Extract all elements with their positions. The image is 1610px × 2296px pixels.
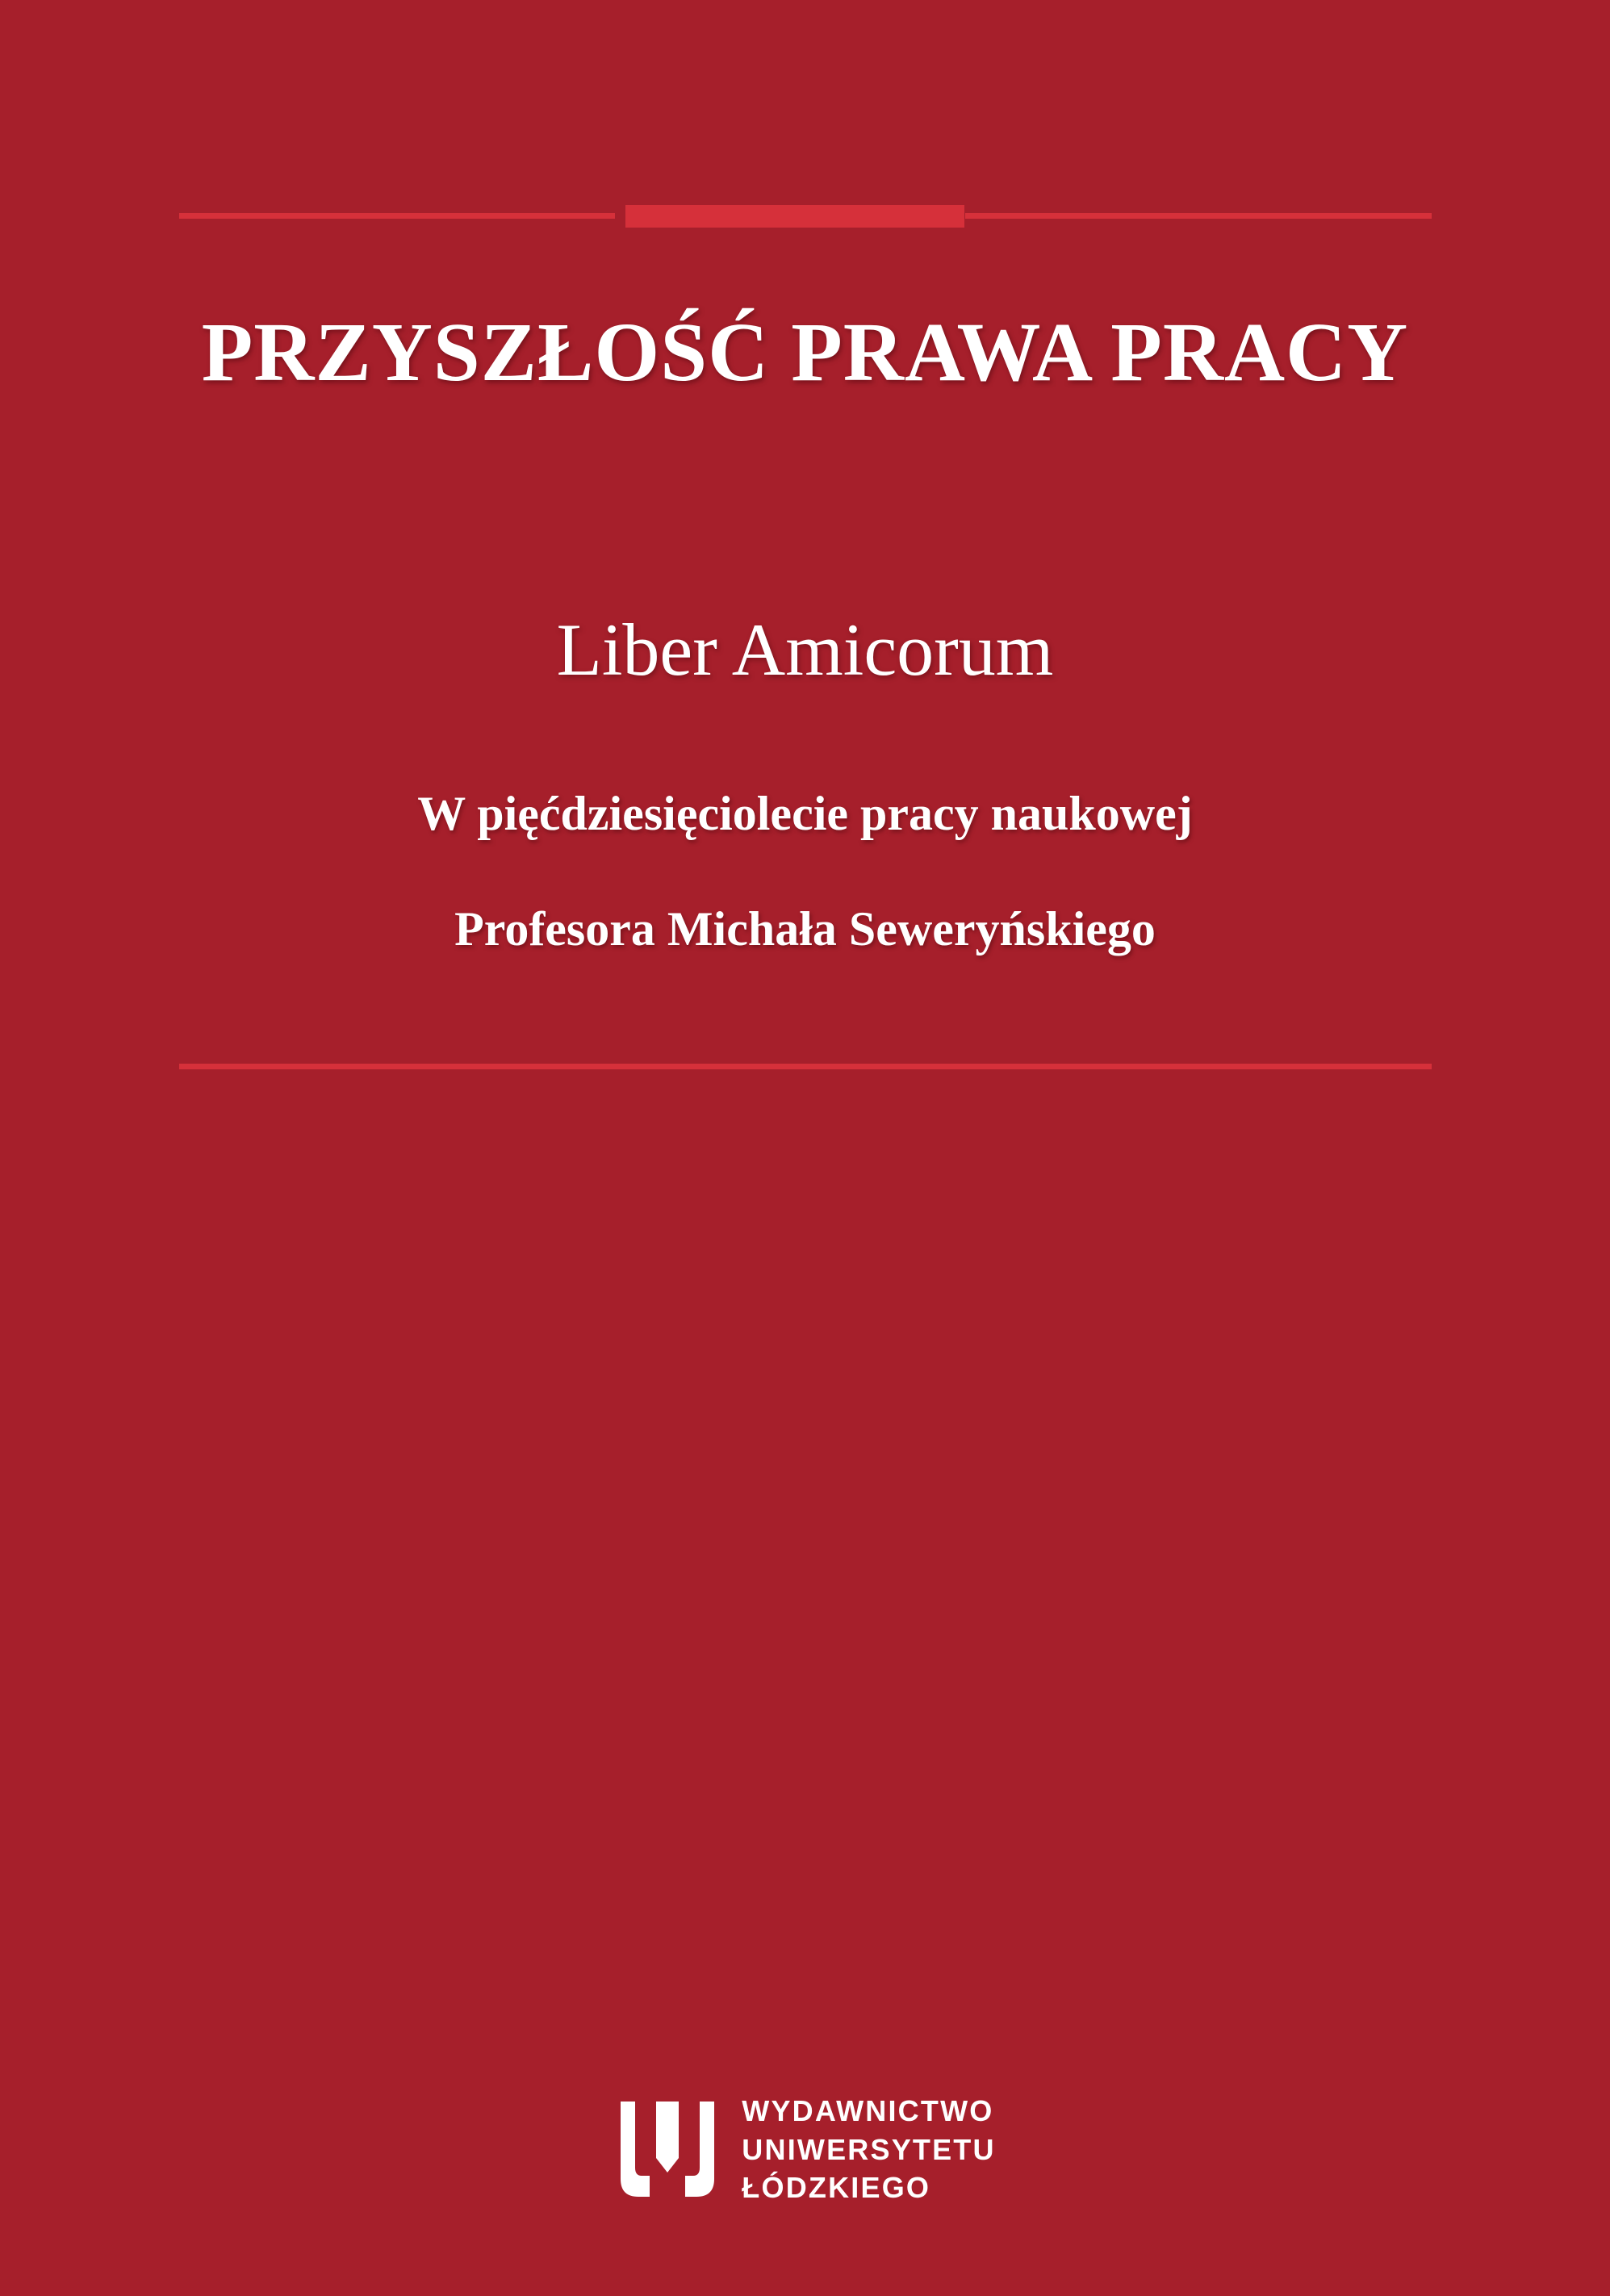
top-rule-center-block <box>625 205 964 228</box>
top-rule-right-segment <box>965 213 1432 219</box>
publisher-block <box>0 2092 1610 2207</box>
publisher-line-1: WYDAWNICTWO <box>742 2094 994 2127</box>
top-rule-group <box>0 200 1610 232</box>
publisher-line-2: UNIWERSYTETU <box>742 2132 996 2166</box>
book-subtitle: Liber Amicorum <box>556 609 1054 691</box>
book-title: PRZYSZŁOŚĆ PRAWA PRACY <box>201 306 1409 399</box>
bottom-rule <box>179 1064 1432 1069</box>
university-of-lodz-logo-icon <box>614 2098 721 2200</box>
dedication-line-2: Profesora Michała Seweryńskiego <box>454 902 1156 956</box>
top-rule-left-segment <box>179 213 615 219</box>
dedication-line-1: W pięćdziesięciolecie pracy naukowej <box>417 787 1193 840</box>
publisher-name <box>742 2092 995 2207</box>
publisher-line-3: ŁÓDZKIEGO <box>742 2171 931 2205</box>
